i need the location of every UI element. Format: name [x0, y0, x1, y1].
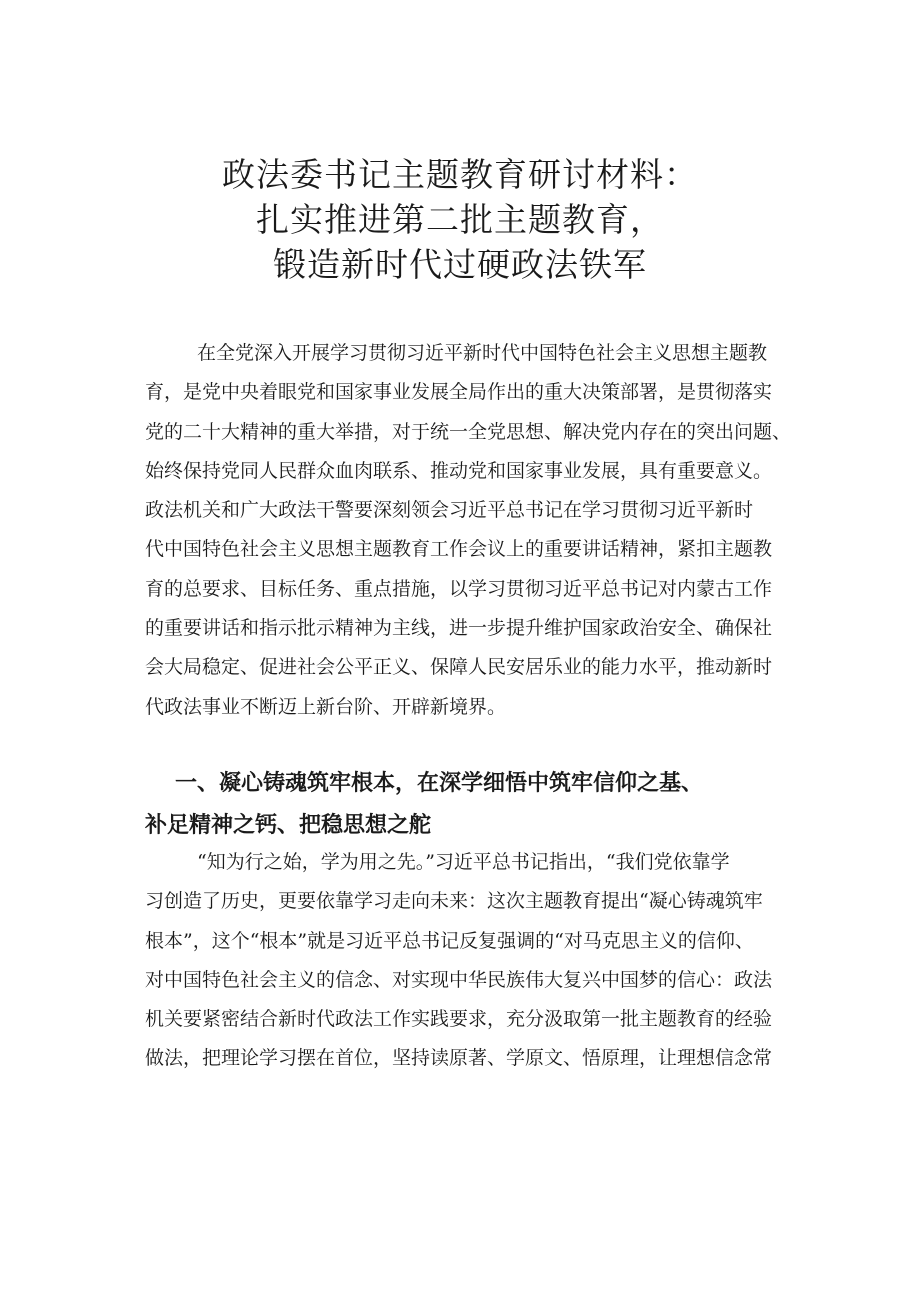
paragraph-line: 政法机关和广大政法干警要深刻领会习近平总书记在学习贯彻习近平新时	[145, 499, 754, 522]
document-title	[0, 152, 920, 287]
paragraph-line: 始终保持党同人民群众血肉联系、推动党和国家事业发展，具有重要意义。	[145, 459, 773, 482]
heading-line-1: 一、凝心铸魂筑牢根本，在深学细悟中筑牢信仰之基、	[175, 771, 704, 796]
title-line-2: 扎实推进第二批主题教育，	[256, 200, 664, 239]
paragraph-line: 习创造了历史，更要依靠学习走向未来：这次主题教育提出“凝心铸魂筑牢	[145, 890, 763, 913]
heading-line-2: 补足精神之钙、把稳思想之舵	[145, 813, 432, 838]
title-line-3: 锻造新时代过硬政法铁军	[273, 245, 647, 284]
section-heading	[145, 763, 805, 847]
paragraph-line: 代政法事业不断迈上新台阶、开辟新境界。	[145, 695, 507, 718]
intro-paragraph	[145, 334, 792, 727]
paragraph-line: 育，是党中央着眼党和国家事业发展全局作出的重大决策部署，是贯彻落实	[145, 381, 773, 404]
paragraph-line: 对中国特色社会主义的信念、对实现中华民族伟大复兴中国梦的信心：政法	[145, 968, 773, 991]
paragraph-line: 做法，把理论学习摆在首位，坚持读原著、学原文、悟原理，让理想信念常	[145, 1047, 773, 1070]
paragraph-line: 党的二十大精神的重大举措，对于统一全党思想、解决党内存在的突出问题、	[145, 420, 792, 443]
paragraph-line: 代中国特色社会主义思想主题教育工作会议上的重要讲话精神，紧扣主题教	[145, 538, 773, 561]
paragraph-line: 会大局稳定、促进社会公平正义、保障人民安居乐业的能力水平，推动新时	[145, 656, 773, 679]
section-paragraph	[145, 843, 785, 1079]
paragraph-line: 育的总要求、目标任务、重点措施，以学习贯彻习近平总书记对内蒙古工作	[145, 577, 773, 600]
paragraph-line: 根本”，这个“根本”就是习近平总书记反复强调的“对马克思主义的信仰、	[145, 929, 754, 952]
title-line-1: 政法委书记主题教育研讨材料：	[222, 155, 698, 194]
paragraph-line: 在全党深入开展学习贯彻习近平新时代中国特色社会主义思想主题教	[197, 342, 768, 364]
paragraph-line: 的重要讲话和指示批示精神为主线，进一步提升维护国家政治安全、确保社	[145, 617, 773, 640]
paragraph-line: “知为行之始，学为用之先。”习近平总书记指出，“我们党依靠学	[197, 851, 730, 873]
paragraph-line: 机关要紧密结合新时代政法工作实践要求，充分汲取第一批主题教育的经验	[145, 1008, 773, 1031]
